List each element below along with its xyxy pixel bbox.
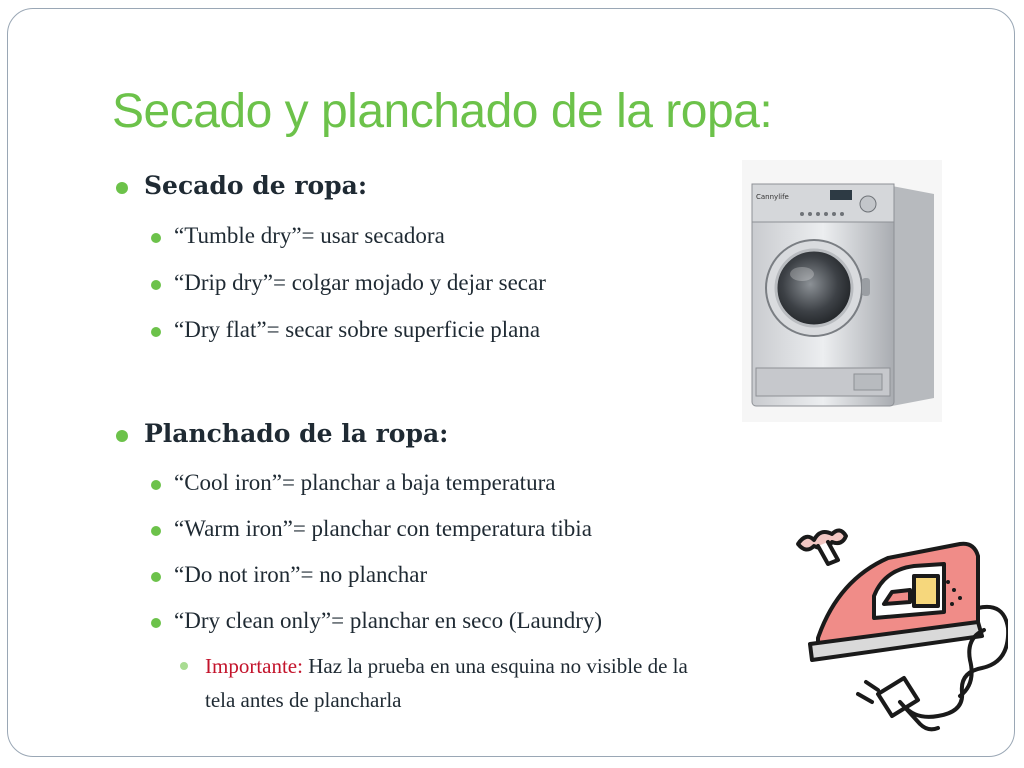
bullet xyxy=(151,480,161,490)
list-item: “Cool iron”= planchar a baja temperatura xyxy=(174,470,556,495)
washing-machine-image xyxy=(742,160,942,422)
bullet xyxy=(151,618,161,628)
bullet xyxy=(151,280,161,290)
bullet xyxy=(116,430,128,442)
bullet xyxy=(151,233,161,243)
list-item: “Drip dry”= colgar mojado y dejar secar xyxy=(174,270,546,295)
important-text: Haz la prueba en una esquina no visible de la xyxy=(302,654,688,678)
bullet xyxy=(180,662,188,670)
bullet xyxy=(151,572,161,582)
bullet xyxy=(116,182,128,194)
slide-title: Secado y planchado de la ropa: xyxy=(112,85,773,138)
section-heading-planchado: Planchado de la ropa: xyxy=(144,419,449,448)
bullet xyxy=(151,526,161,536)
list-item: “Tumble dry”= usar secadora xyxy=(174,223,445,248)
list-item: “Do not iron”= no planchar xyxy=(174,562,428,587)
washer-brand: Cannylife xyxy=(756,193,789,201)
section-heading-secado: Secado de ropa: xyxy=(144,171,368,200)
important-label: Importante: xyxy=(205,654,303,678)
list-item: “Warm iron”= planchar con temperatura tibia xyxy=(174,516,592,541)
list-item: “Dry flat”= secar sobre superficie plana xyxy=(174,317,541,342)
important-note xyxy=(205,650,688,683)
bullet xyxy=(151,327,161,337)
important-note-continued: tela antes de plancharla xyxy=(205,688,402,712)
list-item: “Dry clean only”= planchar en seco (Laundry) xyxy=(174,608,603,633)
iron-icon xyxy=(788,512,1008,740)
